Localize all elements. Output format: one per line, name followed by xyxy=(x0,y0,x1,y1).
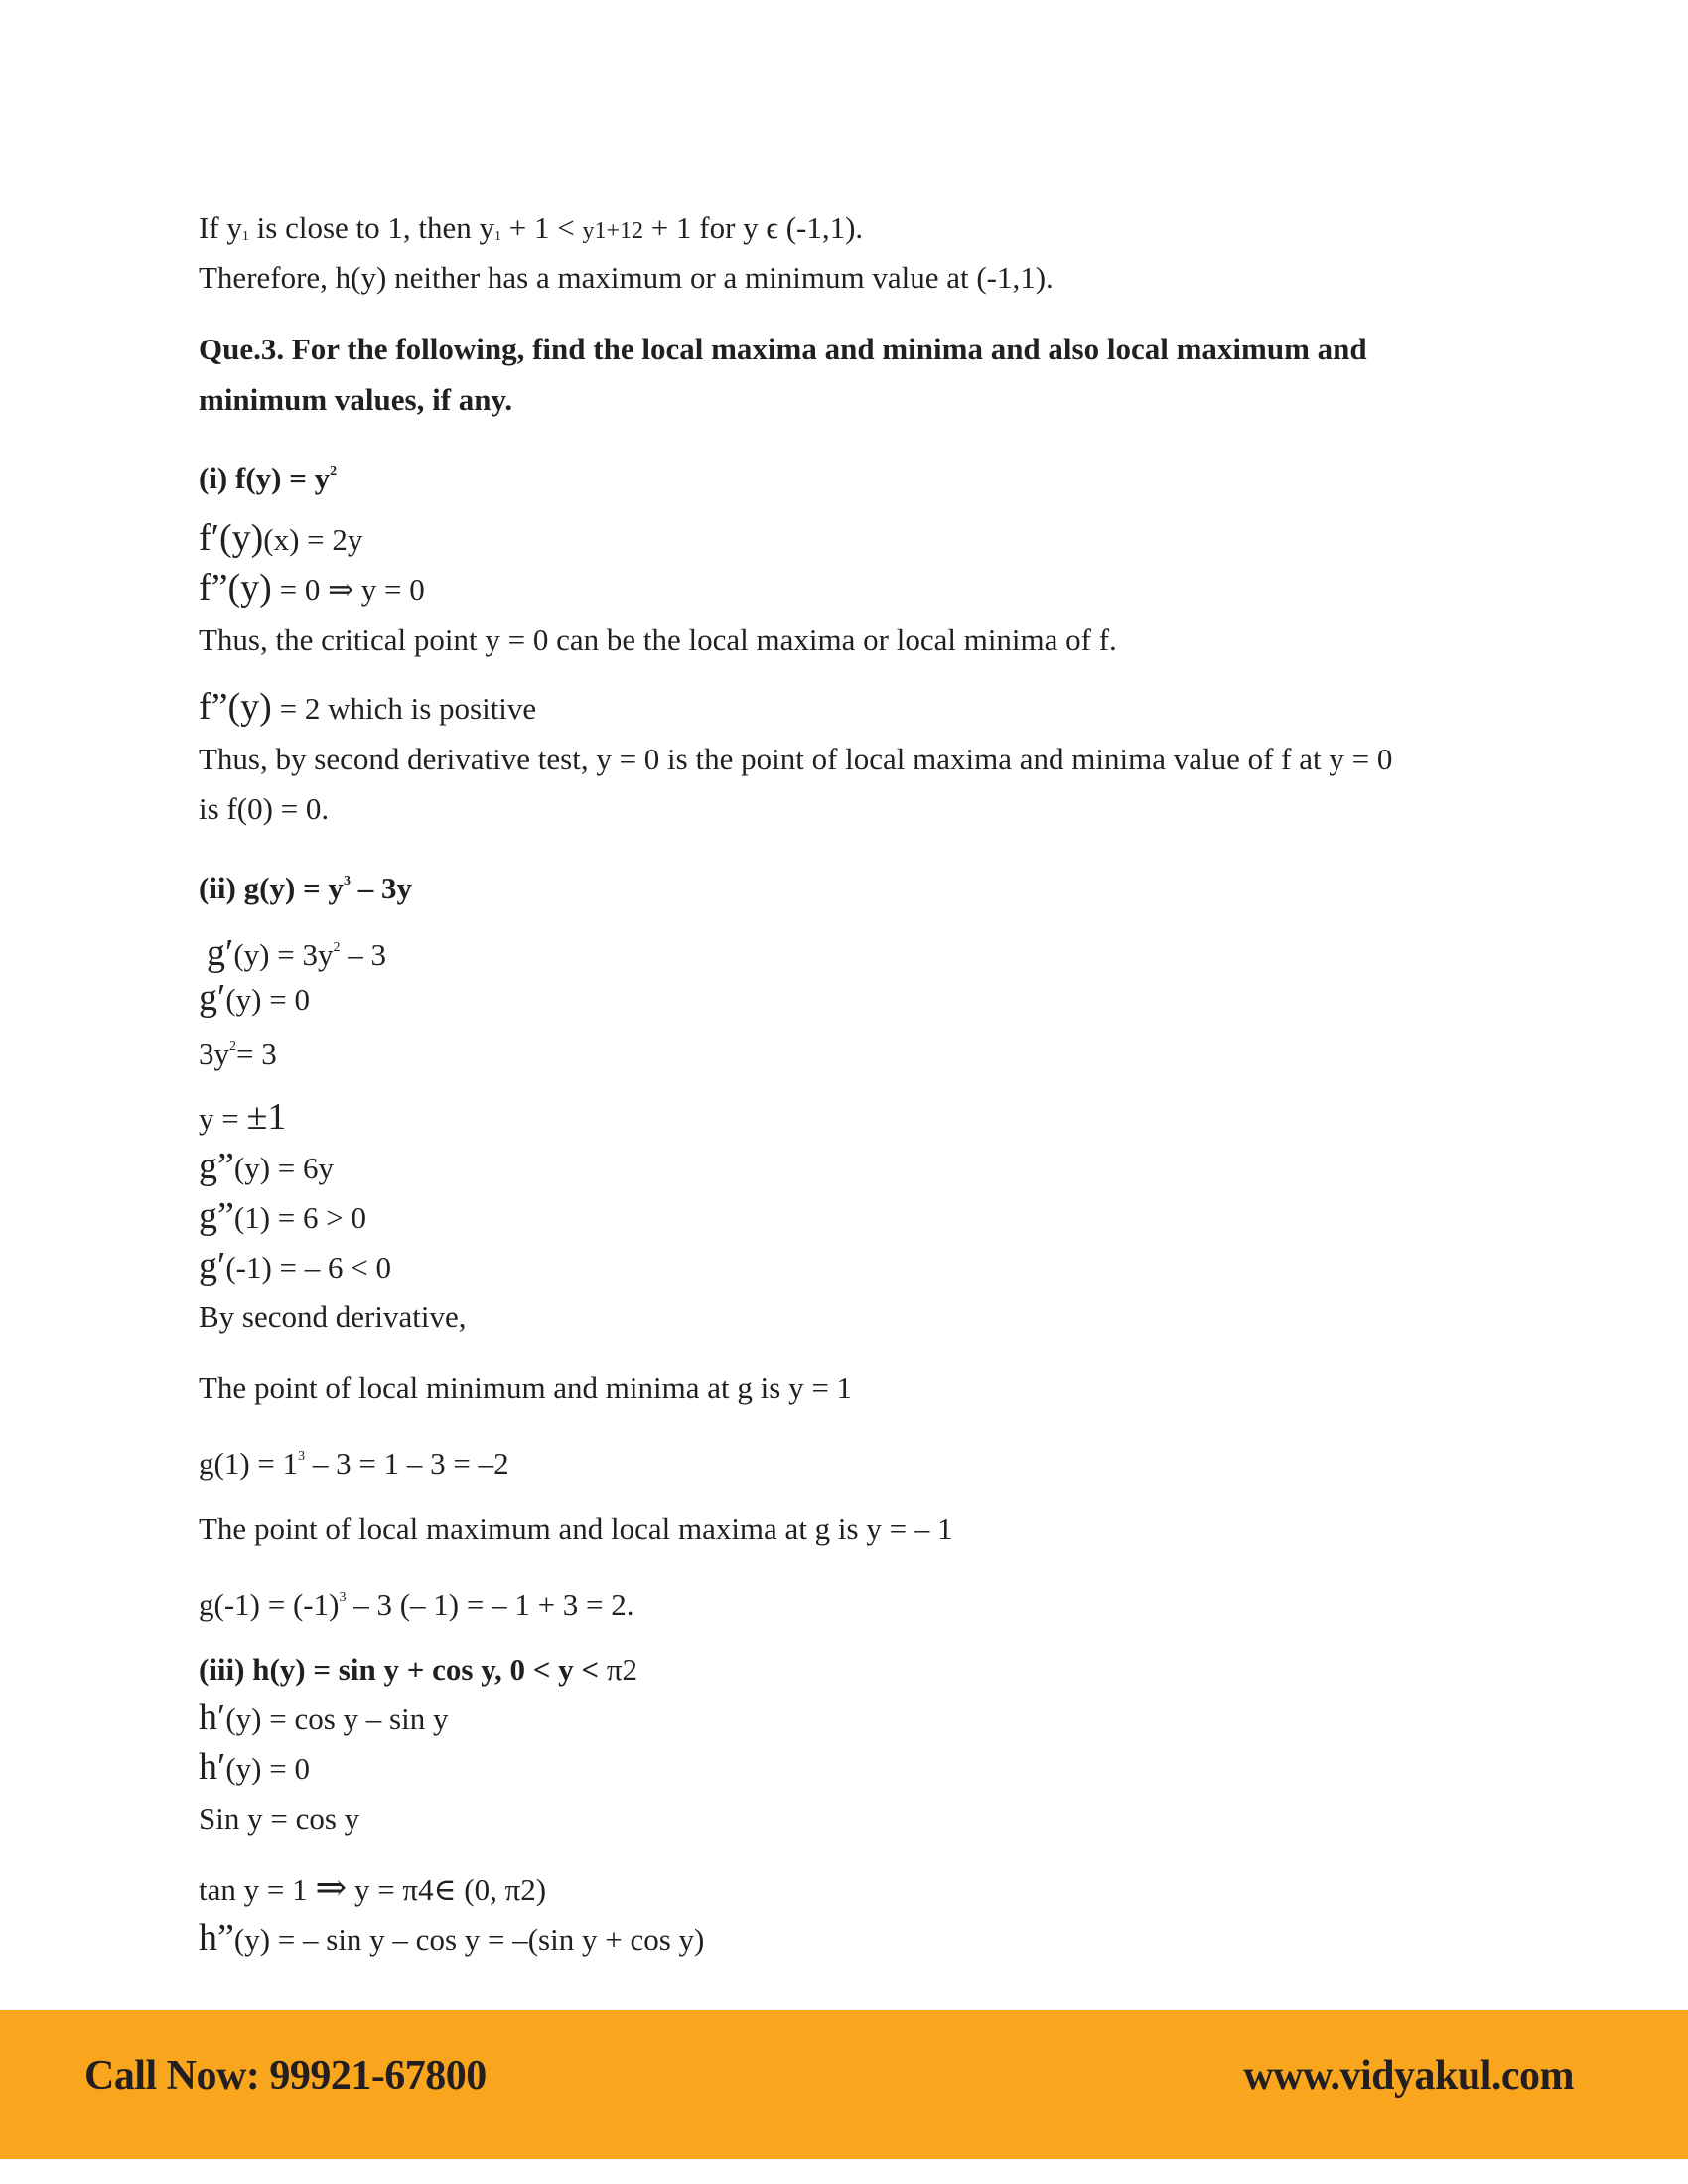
text-line: By second derivative, xyxy=(199,1299,467,1334)
text-line: is f(0) = 0. xyxy=(199,791,330,826)
text-line: The point of local minimum and minima at g is y = 1 xyxy=(199,1370,853,1405)
equation: h′(y) = cos y – sin y xyxy=(199,1697,449,1738)
part-heading: (ii) $g(y) = y^3 - 3y$ xyxy=(199,871,412,905)
text-line: Thus, the critical point y = 0 can be the local maxima or local minima of f. xyxy=(199,622,1117,657)
call-now-text: Call Now: 99921-67800 xyxy=(84,2053,487,2099)
equation: $3y^2= 3$ xyxy=(199,1036,277,1071)
equation: g′(y) = 0 xyxy=(199,977,310,1019)
equation: f′(y)(x) = 2y xyxy=(199,517,363,559)
equation: g”(1) = 6 > 0 xyxy=(199,1195,366,1237)
equation: $g(1) = 1^3 - 3 = 1 - 3 = -2$ xyxy=(199,1446,509,1481)
text-line: If $y_1$ is close to 1, then $y_1 + 1 < y1+12 + 1$ for y ϵ (-1,1). xyxy=(199,210,864,245)
text-line: Thus, by second derivative test, y = 0 is the point of local maxima and minima value of f at y = 0 xyxy=(199,742,1393,776)
question-heading: Que.3. For the following, find the local maxima and minima and also local maximum and xyxy=(199,332,1367,366)
part-heading: (i) $f(y) = y^2$ xyxy=(199,461,338,495)
equation: $g'(y) = 3y^2 - 3$ xyxy=(207,932,386,974)
text-line: Therefore, h(y) neither has a maximum or a minimum value at (-1,1). xyxy=(199,260,1054,295)
equation: tan y = 1 ⇒ y = π4∈ (0, π2) xyxy=(199,1867,547,1909)
text-line: The point of local maximum and local maxima at g is y = – 1 xyxy=(199,1511,953,1546)
part-heading: (iii) h(y) = sin y + cos y, 0 < y < π2 xyxy=(199,1652,637,1687)
equation: g′(-1) = – 6 < 0 xyxy=(199,1245,391,1287)
equation: h”(y) = – sin y – cos y = –(sin y + cos y) xyxy=(199,1917,705,1959)
equation: y = ±1 xyxy=(199,1096,287,1138)
equation: h′(y) = 0 xyxy=(199,1746,310,1788)
footer-banner xyxy=(0,2010,1688,2159)
equation: g”(y) = 6y xyxy=(199,1146,335,1187)
equation: f”(y) = 0 ⇒ y = 0 xyxy=(199,567,425,609)
website-link[interactable]: www.vidyakul.com xyxy=(1243,2053,1574,2099)
equation: f”(y) = 2 which is positive xyxy=(199,686,537,728)
text-line: Sin y = cos y xyxy=(199,1801,360,1836)
equation: $g(-1) = (-1)^3 - 3$ (– 1) = – 1 + 3 = 2. xyxy=(199,1587,634,1622)
question-heading: minimum values, if any. xyxy=(199,382,513,417)
